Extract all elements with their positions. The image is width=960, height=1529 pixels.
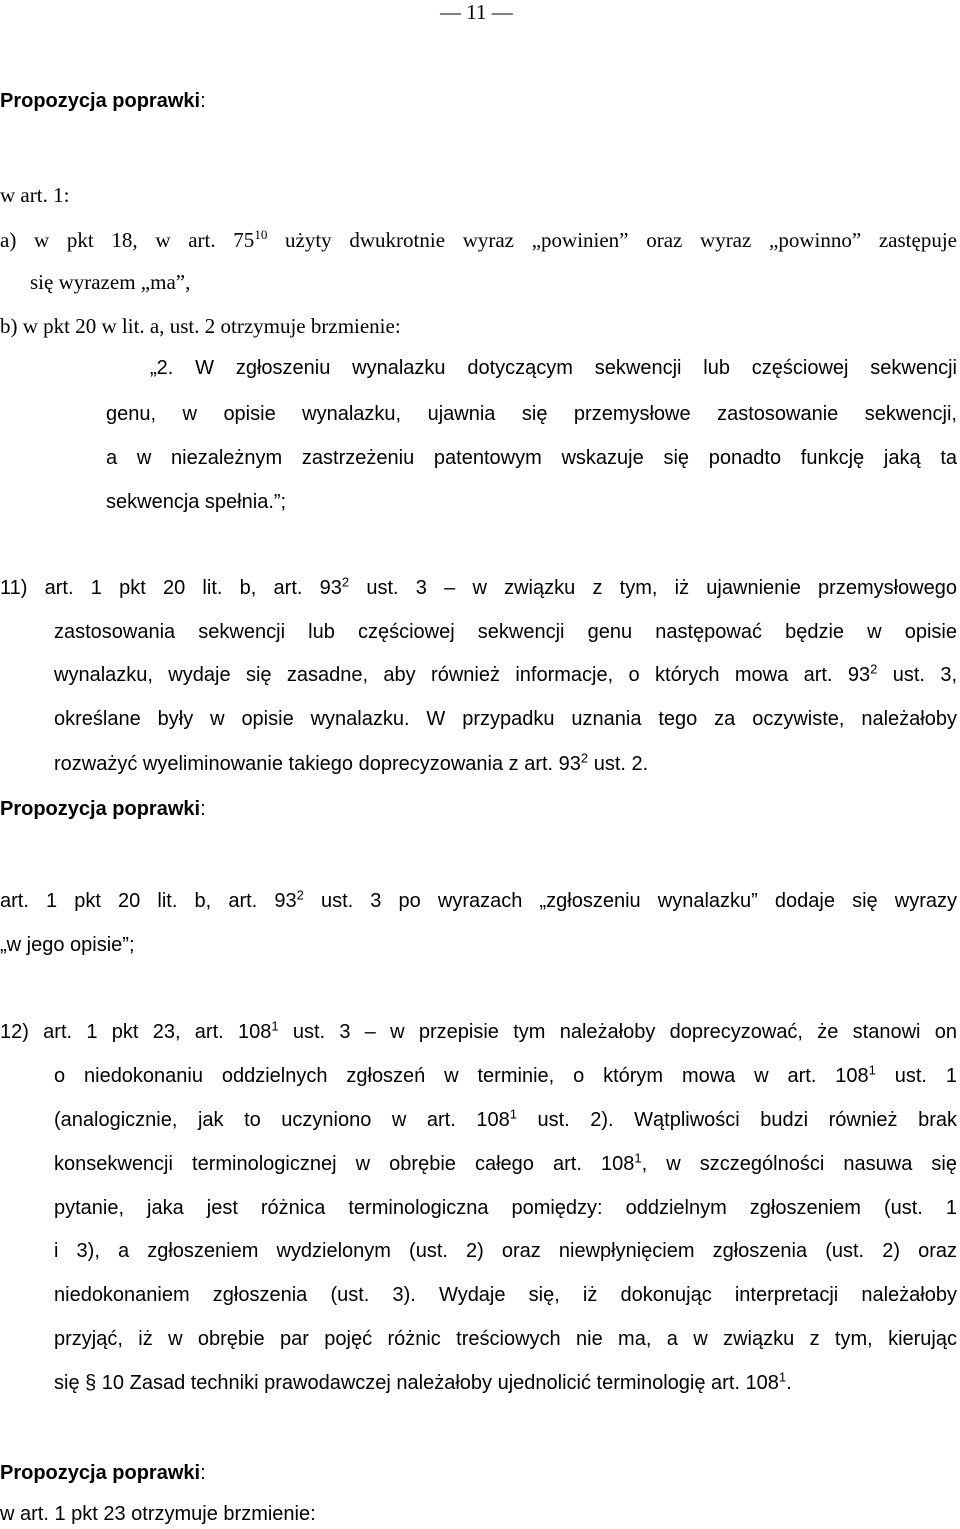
point-12-line-4: konsekwencji terminologicznej w obrębie całego art. $108^1$, w szczególności nasuwa się [54, 1150, 957, 1175]
amendment-item-b: b) w pkt 20 w lit. a, ust. 2 otrzymuje brzmienie: [0, 314, 401, 338]
heading-proposal-3: Propozycja poprawki: [0, 1462, 206, 1484]
amendment-item-a-line2: się wyrazem „ma”, [30, 270, 191, 294]
point-12-line-1: 12) art. 1 pkt 23, art. $108^1$ ust. 3 – w przepisie tym należałoby doprecyzować, że stanowi on [0, 1018, 958, 1043]
point-12-line-3: (analogicznie, jak to uczyniono w art. $108^1$ ust. 2). Wątpliwości budzi również brak [54, 1106, 957, 1131]
heading-proposal-2: Propozycja poprawki: [0, 798, 206, 820]
page-number: — 11 — [440, 0, 513, 24]
point-12-line-9: się § 10 Zasad techniki prawodawczej należałoby ujednolicić terminologię art. $108^1$. [54, 1369, 792, 1394]
point-12-line-7: niedokonaniem zgłoszenia (ust. 3). Wydaje się, iż dokonując interpretacji należałoby [54, 1284, 957, 1306]
point-11-proposal-line-1: art. 1 pkt 20 lit. b, art. $93^2$ ust. 3 po wyrazach „zgłoszeniu wynalazku” dodaje się wyrazy [0, 887, 958, 912]
amendment-item-a-line1: a) w pkt 18, w art. $75^{10}$ użyty dwukrotnie wyraz „powinien” oraz wyraz „powinno” zastępuje [0, 227, 957, 252]
point-11-line-2: zastosowania sekwencji lub częściowej sekwencji genu następować będzie w opisie [54, 621, 957, 643]
point-11-line-5: rozważyć wyeliminowanie takiego doprecyzowania z art. $93^2$ ust. 2. [54, 750, 649, 775]
amendment-intro: w art. 1: [0, 183, 70, 207]
point-11-line-4: określane były w opisie wynalazku. W przypadku uznania tego za oczywiste, należałoby [54, 708, 957, 730]
quote-line-2: genu, w opisie wynalazku, ujawnia się przemysłowe zastosowanie sekwencji, [106, 403, 957, 425]
point-11-proposal-line-2: „w jego opisie”; [0, 934, 135, 956]
point-12-line-2: o niedokonaniu oddzielnych zgłoszeń w terminie, o którym mowa w art. $108^1$ ust. 1 [54, 1062, 957, 1087]
point-12-line-6: i 3), a zgłoszeniem wydzielonym (ust. 2) oraz niewpłynięciem zgłoszenia (ust. 2) oraz [54, 1240, 957, 1262]
quote-line-1: „2. W zgłoszeniu wynalazku dotyczącym sekwencji lub częściowej sekwencji [150, 357, 957, 379]
point-11-line-1: 11) art. 1 pkt 20 lit. b, art. $93^2$ ust. 3 – w związku z tym, iż ujawnienie przemysłowego [0, 574, 957, 599]
final-line: w art. 1 pkt 23 otrzymuje brzmienie: [0, 1503, 316, 1525]
point-11-line-3: wynalazku, wydaje się zasadne, aby również informacje, o których mowa art. $93^2$ ust. 3, [54, 661, 958, 686]
heading-proposal-1: Propozycja poprawki: [0, 90, 206, 112]
point-12-line-5: pytanie, jaka jest różnica terminologiczna pomiędzy: oddzielnym zgłoszeniem (ust. 1 [54, 1197, 957, 1219]
quote-line-3: a w niezależnym zastrzeżeniu patentowym wskazuje się ponadto funkcję jaką ta [106, 447, 957, 469]
point-12-line-8: przyjąć, iż w obrębie par pojęć różnic treściowych nie ma, a w związku z tym, kierując [54, 1328, 957, 1350]
quote-line-4: sekwencja spełnia.”; [106, 491, 287, 513]
